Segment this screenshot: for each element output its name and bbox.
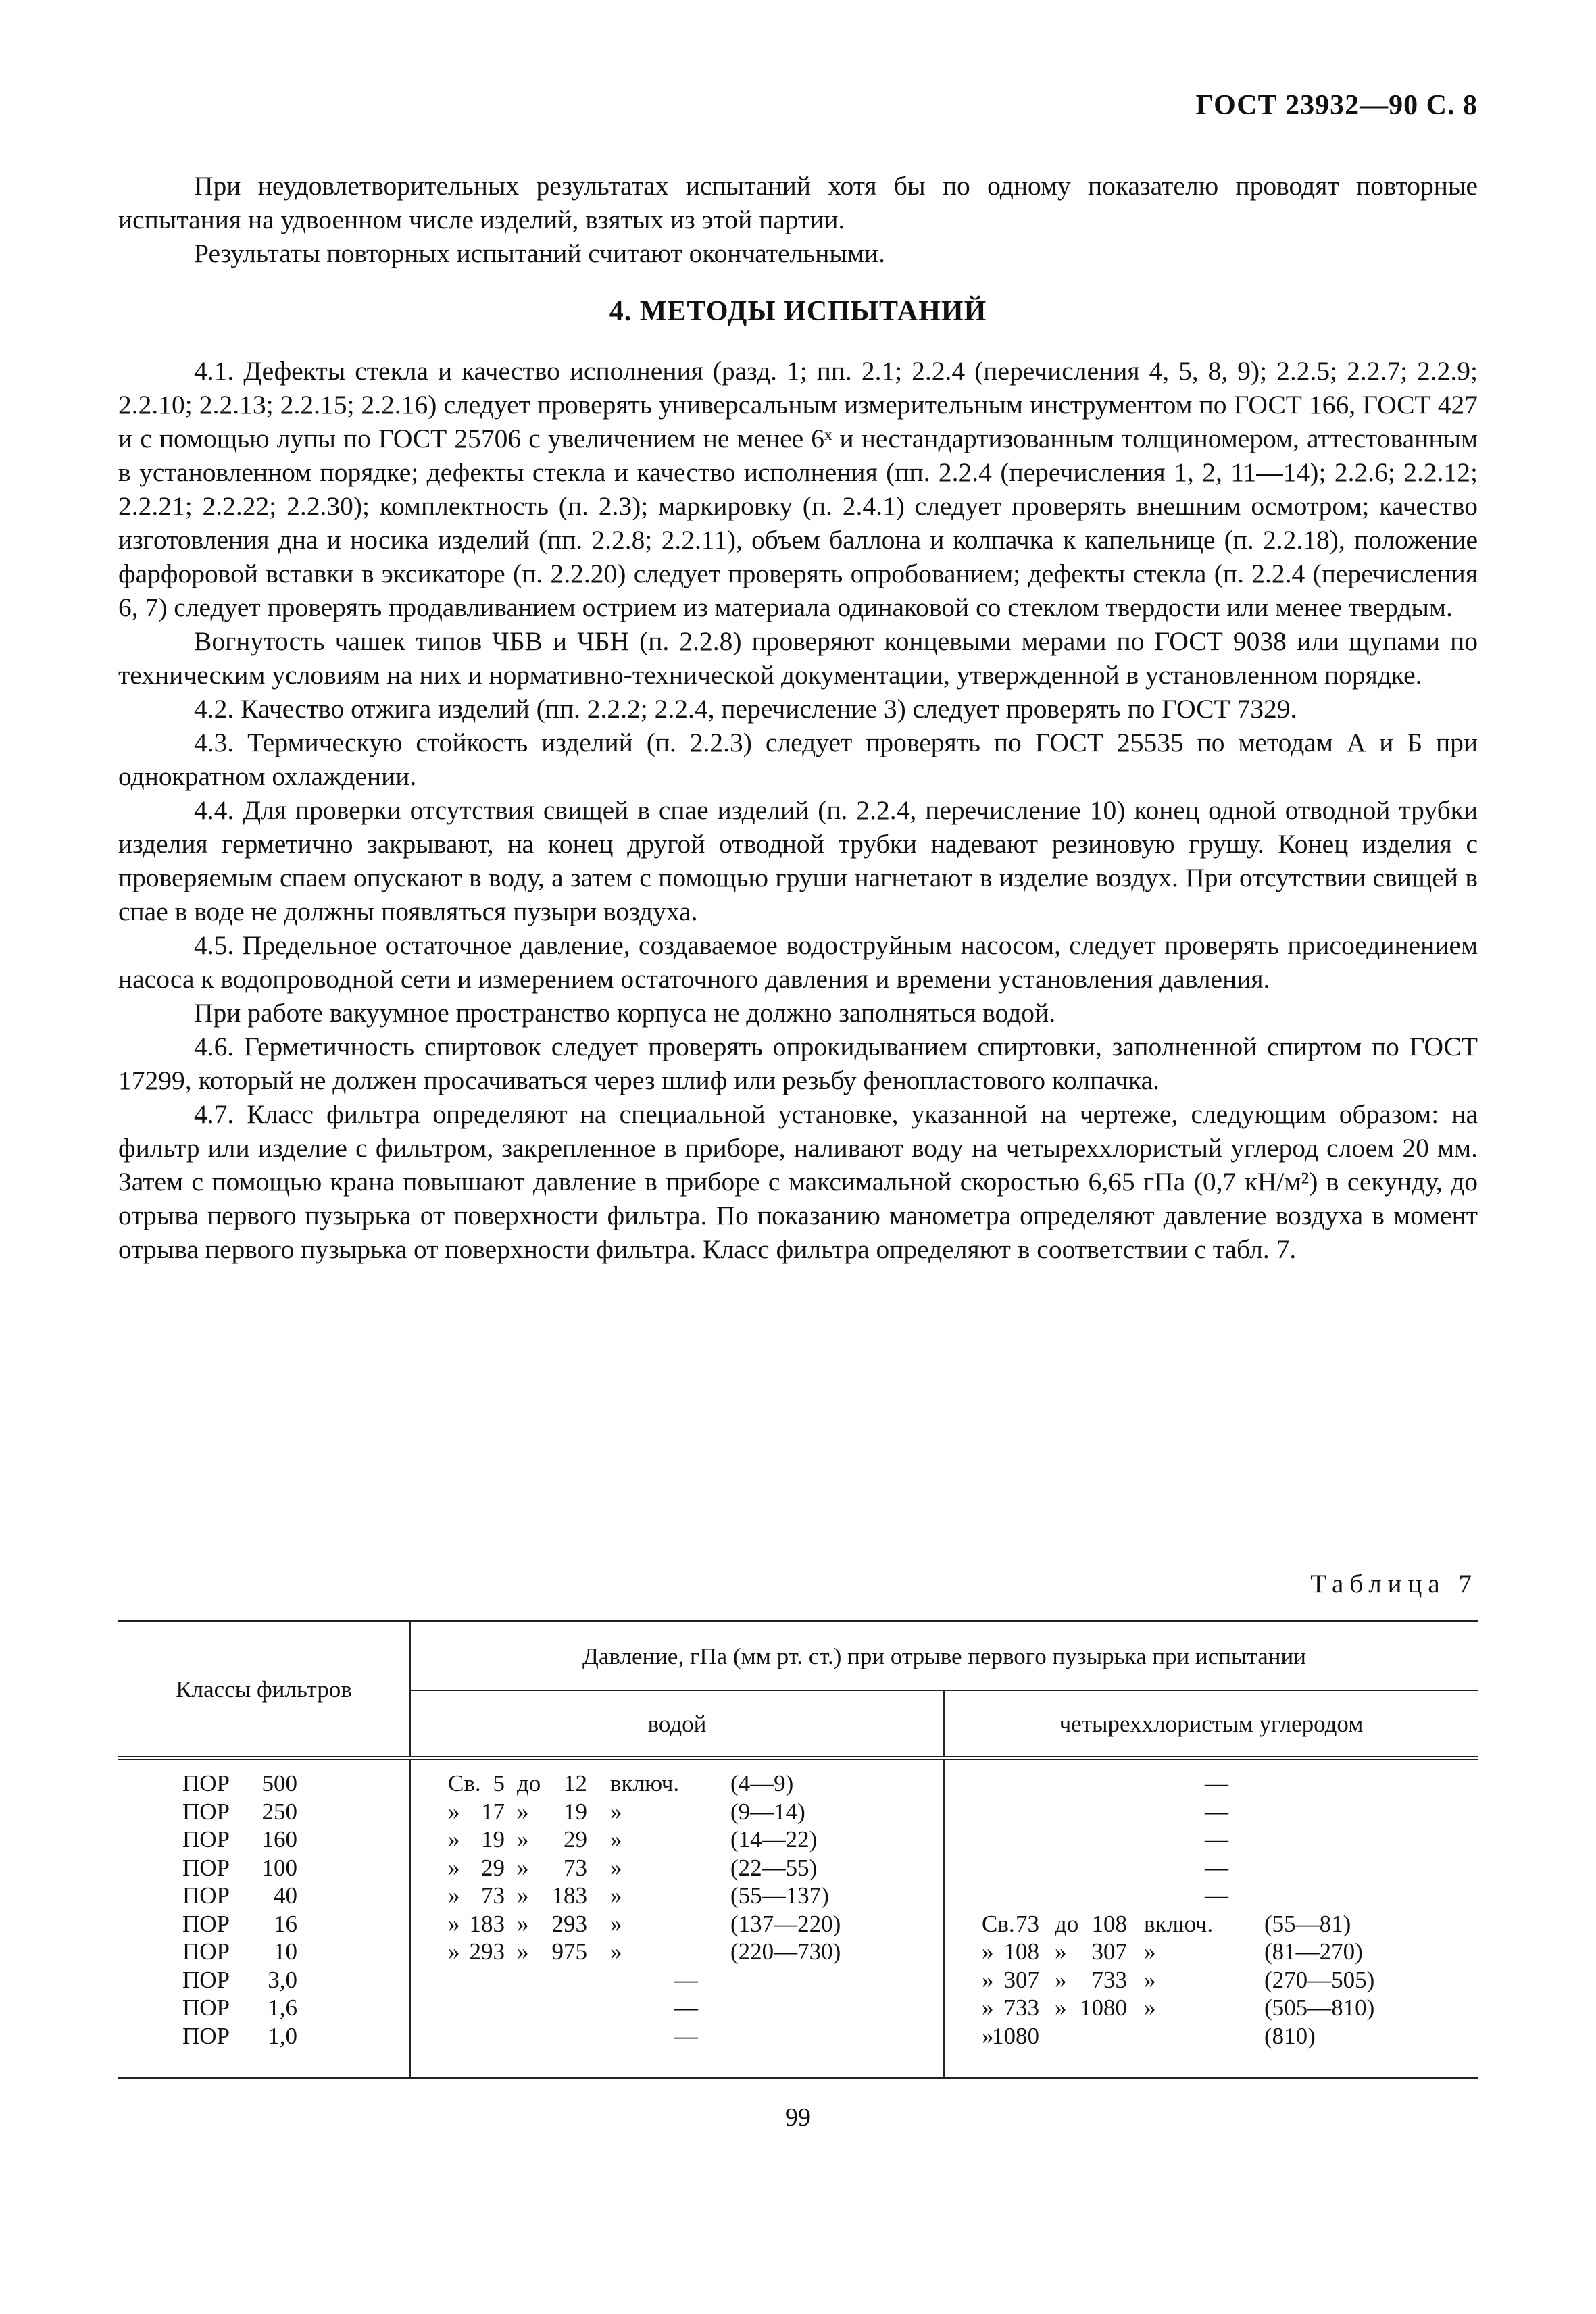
filter-class-table xyxy=(118,1620,1478,2079)
water-part: » xyxy=(517,1854,529,1881)
filter-class-cell xyxy=(118,1910,409,1938)
paragraph: Вогнутость чашек типов ЧБВ и ЧБН (п. 2.2.8) проверяют концевыми мерами по ГОСТ 9038 или щупами по техническим условиям на них и нормативно-технической документации, утвержденной в установленном порядке. xyxy=(118,626,1478,690)
column-filter-classes xyxy=(118,1758,410,2078)
body-text xyxy=(118,169,1478,1266)
ccl4-cell xyxy=(945,1826,1478,1854)
water-cell xyxy=(411,1826,943,1854)
paragraph: 4.2. Качество отжига изделий (пп. 2.2.2; 2.2.4, перечисление 3) следует проверять по ГОСТ 7329. xyxy=(194,694,1297,724)
ccl4-part: (270—505) xyxy=(1264,1966,1375,1993)
ccl4-dash: — xyxy=(1205,1770,1228,1796)
ccl4-part: » xyxy=(1144,1966,1156,1993)
water-cell xyxy=(411,1854,943,1882)
water-part: » xyxy=(448,1938,460,1965)
water-part: » xyxy=(517,1938,529,1965)
paragraph: 4.3. Термическую стойкость изделий (п. 2.2.3) следует проверять по ГОСТ 25535 по методам А и Б при однократном охлаждении. xyxy=(118,728,1478,791)
water-part: 19 xyxy=(564,1798,587,1825)
ccl4-cell xyxy=(945,2022,1478,2051)
water-part: (9—14) xyxy=(730,1798,805,1825)
water-cell xyxy=(411,2022,943,2051)
table-caption: Таблица 7 xyxy=(1310,1569,1478,1599)
filter-class-value: 100 xyxy=(261,1854,297,1881)
paragraph: 4.7. Класс фильтра определяют на специальной установке, указанной на чертеже, следующим образом: на фильтр или изделие с фильтром, закрепленное в приборе, наливают воду на четыреххлористый углерод слоем 20 мм. Затем с помощью крана повышают давление в приборе с максимальной скоростью 6,65 гПа (0,7 кН/м²) в секунду, до отрыва первого пузырька от поверхности фильтра. По показанию манометра определяют давление воздуха в момент отрыва первого пузырька от поверхности фильтра. Класс фильтра определяют в соответствии с табл. 7. xyxy=(118,1099,1478,1264)
ccl4-part: (505—810) xyxy=(1264,1994,1375,2021)
ccl4-part: » xyxy=(982,2022,994,2049)
water-part: (220—730) xyxy=(730,1938,841,1965)
filter-class-value: 10 xyxy=(274,1938,297,1965)
ccl4-part: 108 xyxy=(1003,1938,1039,1965)
ccl4-part: 108 xyxy=(1091,1910,1127,1937)
water-part: 73 xyxy=(564,1854,587,1881)
ccl4-part: 733 xyxy=(1003,1994,1039,2021)
water-part: Св. xyxy=(448,1770,481,1796)
filter-class-value: 40 xyxy=(274,1882,297,1909)
ccl4-part: » xyxy=(982,1938,994,1965)
filter-class-cell xyxy=(118,1938,409,1966)
water-cell xyxy=(411,1910,943,1938)
filter-class-name: ПОР xyxy=(182,1910,230,1937)
section-title: 4. МЕТОДЫ ИСПЫТАНИЙ xyxy=(609,296,987,327)
water-part: (22—55) xyxy=(730,1854,818,1881)
water-part: (14—22) xyxy=(730,1826,818,1853)
ccl4-cell xyxy=(945,1966,1478,1994)
water-part: » xyxy=(448,1798,460,1825)
water-part: 73 xyxy=(481,1882,505,1909)
filter-class-cell xyxy=(118,1769,409,1798)
ccl4-part: до xyxy=(1055,1910,1079,1937)
ccl4-cell xyxy=(945,1769,1478,1798)
ccl4-part: » xyxy=(1055,1966,1067,1993)
ccl4-part: » xyxy=(982,1994,994,2021)
page-number: 99 xyxy=(785,2103,811,2132)
water-cell xyxy=(411,1798,943,1826)
header-filter-classes: Классы фильтров xyxy=(118,1621,410,1759)
water-part: » xyxy=(448,1826,460,1853)
water-part: (55—137) xyxy=(730,1882,829,1909)
water-part: 29 xyxy=(481,1854,505,1881)
water-cell xyxy=(411,1882,943,1910)
water-part: » xyxy=(610,1910,622,1937)
paragraph: При неудовлетворительных результатах испытаний хотя бы по одному показателю проводят повторные испытания на удвоенном числе изделий, взятых из этой партии. xyxy=(118,171,1478,234)
ccl4-part: Св. xyxy=(982,1910,1015,1937)
water-part: » xyxy=(610,1826,622,1853)
filter-class-cell xyxy=(118,1854,409,1882)
ccl4-dash: — xyxy=(1205,1882,1228,1909)
filter-class-name: ПОР xyxy=(182,1826,230,1853)
ccl4-cell xyxy=(945,1938,1478,1966)
ccl4-part: (81—270) xyxy=(1264,1938,1363,1965)
ccl4-cell xyxy=(945,1798,1478,1826)
ccl4-part: 1080 xyxy=(992,2022,1039,2049)
water-part: 12 xyxy=(564,1770,587,1796)
water-dash: — xyxy=(674,2022,698,2049)
filter-class-value: 250 xyxy=(261,1798,297,1825)
filter-class-name: ПОР xyxy=(182,1994,230,2021)
filter-class-value: 160 xyxy=(261,1826,297,1853)
filter-class-cell xyxy=(118,1798,409,1826)
filter-class-cell xyxy=(118,1966,409,1994)
filter-class-cell xyxy=(118,2022,409,2051)
filter-class-cell xyxy=(118,1882,409,1910)
ccl4-part: 1080 xyxy=(1080,1994,1127,2021)
ccl4-part: 733 xyxy=(1091,1966,1127,1993)
column-ccl4-values xyxy=(944,1758,1478,2078)
filter-class-cell xyxy=(118,1994,409,2022)
header-water: водой xyxy=(410,1690,944,1758)
ccl4-dash: — xyxy=(1205,1826,1228,1853)
water-part: » xyxy=(610,1938,622,1965)
filter-class-name: ПОР xyxy=(182,1854,230,1881)
ccl4-cell xyxy=(945,1882,1478,1910)
water-part: » xyxy=(517,1910,529,1937)
water-cell xyxy=(411,1966,943,1994)
filter-class-value: 16 xyxy=(274,1910,297,1937)
header-pressure: Давление, гПа (мм рт. ст.) при отрыве первого пузырька при испытании xyxy=(410,1621,1478,1691)
filter-class-name: ПОР xyxy=(182,1798,230,1825)
filter-class-name: ПОР xyxy=(182,2022,230,2049)
page-header: ГОСТ 23932—90 С. 8 xyxy=(1195,90,1478,121)
water-part: » xyxy=(517,1826,529,1853)
water-part: 29 xyxy=(564,1826,587,1853)
water-part: 5 xyxy=(493,1770,505,1796)
water-cell xyxy=(411,1994,943,2022)
water-cell xyxy=(411,1769,943,1798)
filter-class-value: 500 xyxy=(261,1770,297,1796)
water-part: » xyxy=(517,1882,529,1909)
paragraph: При работе вакуумное пространство корпуса не должно заполняться водой. xyxy=(194,998,1056,1028)
ccl4-part: » xyxy=(1144,1994,1156,2021)
water-part: » xyxy=(517,1798,529,1825)
water-part: до xyxy=(517,1770,541,1796)
ccl4-part: » xyxy=(1055,1938,1067,1965)
ccl4-part: 307 xyxy=(1091,1938,1127,1965)
ccl4-part: включ. xyxy=(1144,1910,1214,1937)
ccl4-part: 307 xyxy=(1003,1966,1039,1993)
water-part: » xyxy=(448,1882,460,1909)
water-dash: — xyxy=(674,1994,698,2021)
ccl4-part: » xyxy=(982,1966,994,1993)
water-part: 293 xyxy=(551,1910,587,1937)
water-part: включ. xyxy=(610,1770,680,1796)
filter-class-value: 1,6 xyxy=(268,1994,297,2021)
water-part: » xyxy=(448,1854,460,1881)
water-part: 183 xyxy=(551,1882,587,1909)
ccl4-part: » xyxy=(1055,1994,1067,2021)
ccl4-part: (55—81) xyxy=(1264,1910,1351,1937)
water-cell xyxy=(411,1938,943,1966)
water-part: » xyxy=(448,1910,460,1937)
ccl4-dash: — xyxy=(1205,1798,1228,1825)
water-part: » xyxy=(610,1882,622,1909)
paragraph: Результаты повторных испытаний считают окончательными. xyxy=(194,238,885,268)
water-part: 19 xyxy=(481,1826,505,1853)
paragraph: 4.4. Для проверки отсутствия свищей в спае изделий (п. 2.2.4, перечисление 10) конец одной отводной трубки изделия герметично закрывают, на конец другой отводной трубки надевают резиновую грушу. Конец изделия с проверяемым спаем опускают в воду, а затем с помощью груши нагнетают в изделие воздух. При отсутствии свищей в спае в воде не должны появляться пузыри воздуха. xyxy=(118,795,1478,926)
paragraph: 4.6. Герметичность спиртовок следует проверять опрокидыванием спиртовки, заполненной спиртом по ГОСТ 17299, который не должен просачиваться через шлиф или резьбу фенопластового колпачка. xyxy=(118,1032,1478,1095)
water-part: 975 xyxy=(551,1938,587,1965)
ccl4-cell xyxy=(945,1910,1478,1938)
header-ccl4: четыреххлористым углеродом xyxy=(944,1690,1478,1758)
paragraph: 4.1. Дефекты стекла и качество исполнения (разд. 1; пп. 2.1; 2.2.4 (перечисления 4, 5, 8, 9); 2.2.5; 2.2.7; 2.2.9; 2.2.10; 2.2.13; 2.2.15; 2.2.16) следует проверять универсальным измерительным инструментом по ГОСТ 166, ГОСТ 427 и с помощью лупы по ГОСТ 25706 с увеличением не менее 6ˣ и нестандартизованным толщиномером, аттестованным в установленном порядке; дефекты стекла и качество исполнения (пп. 2.2.4 (перечисления 1, 2, 11—14); 2.2.6; 2.2.12; 2.2.21; 2.2.22; 2.2.30); комплектность (п. 2.3); маркировку (п. 2.4.1) следует проверять внешним осмотром; качество изготовления дна и носика изделий (пп. 2.2.8; 2.2.11), объем баллона и колпачка к капельнице (п. 2.2.18), положение фарфоровой вставки в эксикаторе (п. 2.2.20) следует проверять опробованием; дефекты стекла (п. 2.2.4 (перечисления 6, 7) следует проверять продавливанием острием из материала одинаковой со стеклом твердости или менее твердым. xyxy=(118,356,1478,622)
water-part: 17 xyxy=(481,1798,505,1825)
water-part: » xyxy=(610,1854,622,1881)
water-dash: — xyxy=(674,1966,698,1993)
water-part: 183 xyxy=(469,1910,505,1937)
filter-class-name: ПОР xyxy=(182,1966,230,1993)
ccl4-dash: — xyxy=(1205,1854,1228,1881)
ccl4-part: 73 xyxy=(1016,1910,1039,1937)
water-part: » xyxy=(610,1798,622,1825)
filter-class-value: 3,0 xyxy=(268,1966,297,1993)
water-part: (137—220) xyxy=(730,1910,841,1937)
ccl4-cell xyxy=(945,1994,1478,2022)
filter-class-cell xyxy=(118,1826,409,1854)
ccl4-cell xyxy=(945,1854,1478,1882)
water-part: 293 xyxy=(469,1938,505,1965)
filter-class-name: ПОР xyxy=(182,1938,230,1965)
paragraph: 4.5. Предельное остаточное давление, создаваемое водоструйным насосом, следует проверять присоединением насоса к водопроводной сети и измерением остаточного давления и времени установления давления. xyxy=(118,930,1478,994)
filter-class-value: 1,0 xyxy=(268,2022,297,2049)
column-water-values xyxy=(410,1758,944,2078)
ccl4-part: (810) xyxy=(1264,2022,1316,2049)
water-part: (4—9) xyxy=(730,1770,794,1796)
ccl4-part: » xyxy=(1144,1938,1156,1965)
filter-class-name: ПОР xyxy=(182,1770,230,1796)
filter-class-name: ПОР xyxy=(182,1882,230,1909)
